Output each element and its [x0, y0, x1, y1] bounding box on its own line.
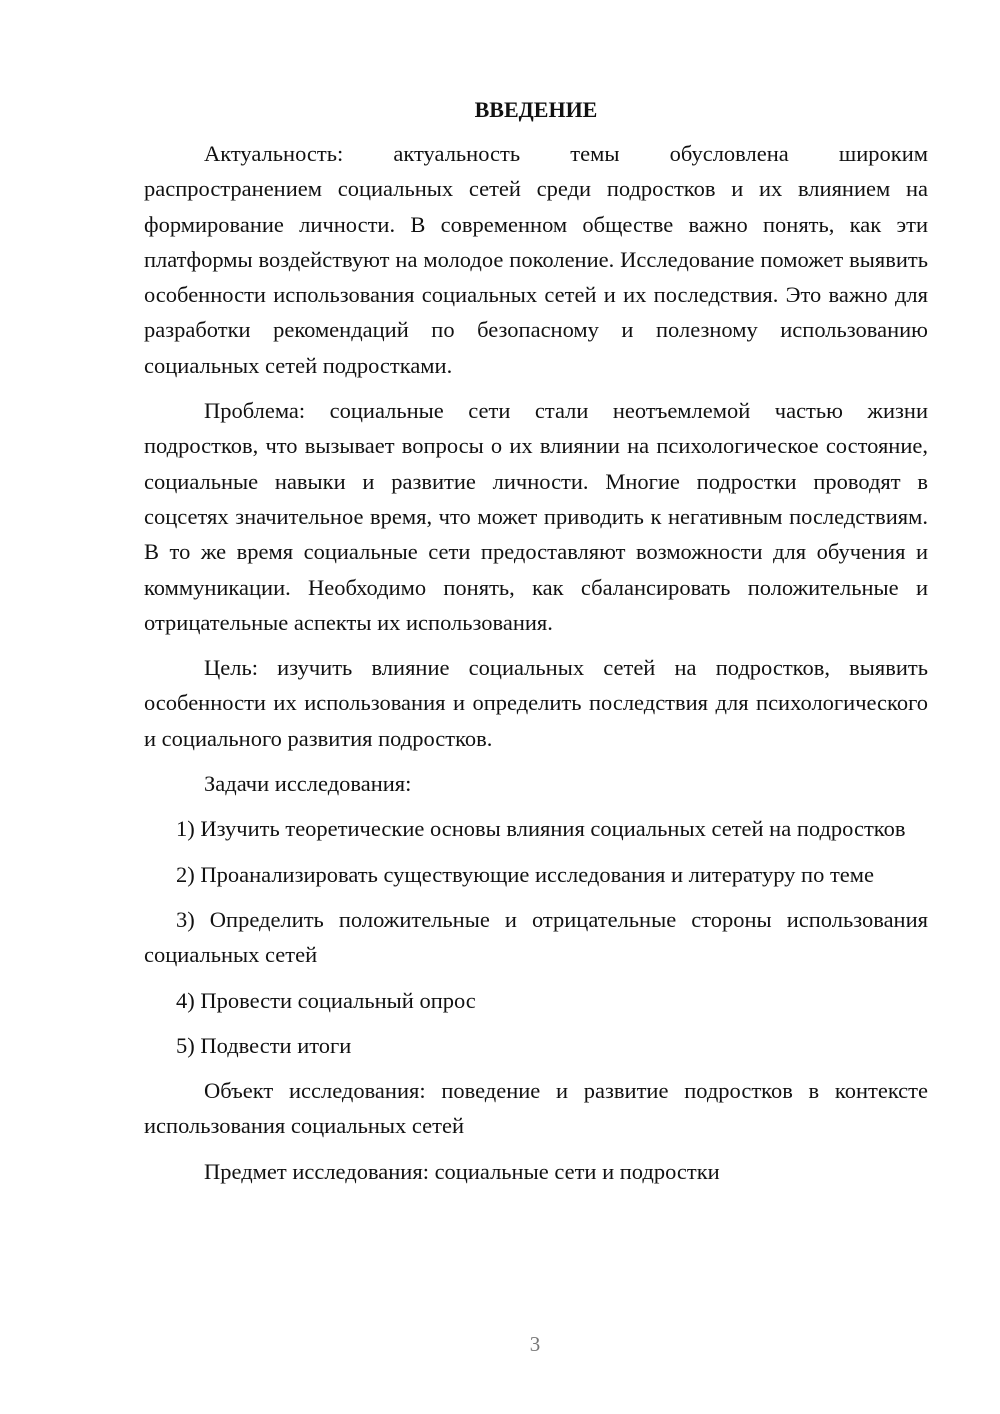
page-number: 3 — [529, 1332, 541, 1356]
paragraph-problem: Проблема: социальные сети стали неотъемлемой частью жизни подростков, что вызывает вопросы о их влиянии на психологическое состояние, социальные навыки и развитие личности. Многие подростки проводят в соцсетях значительное время, что может приводить к негативным последствиям. В то же время социальные сети предоставляют возможности для обучения и коммуникации. Необходимо понять, как сбалансировать положительные и отрицательные аспекты их использования. — [144, 398, 928, 635]
task-item-3: 3) Определить положительные и отрицательные стороны использования социальных сетей — [144, 906, 928, 968]
tasks-heading: Задачи исследования: — [204, 771, 412, 797]
task-item-2: 2) Проанализировать существующие исследования и литературу по теме — [176, 861, 874, 887]
paragraph-subject: Предмет исследования: социальные сети и подростки — [204, 1158, 720, 1184]
task-item-4: 4) Провести социальный опрос — [176, 987, 476, 1013]
paragraph-object: Объект исследования: поведение и развитие подростков в контексте использования социальных сетей — [144, 1078, 928, 1139]
task-item-1: 1) Изучить теоретические основы влияния социальных сетей на подростков — [176, 816, 906, 842]
paragraph-relevance: Актуальность: актуальность темы обусловлена широким распространением социальных сетей среди подростков и их влиянием на формирование личности. В современном обществе важно понять, как эти платформы воздействуют на молодое поколение. Исследование поможет выявить особенности использования социальных сетей и их последствия. Это важно для разработки рекомендаций по безопасному и полезному использованию социальных сетей подростками. — [144, 141, 928, 378]
section-title: ВВЕДЕНИЕ — [474, 97, 598, 122]
paragraph-goal: Цель: изучить влияние социальных сетей на подростков, выявить особенности их использования и определить последствия для психологического и социального развития подростков. — [144, 655, 928, 751]
page-content — [144, 92, 928, 1199]
task-item-5: 5) Подвести итоги — [176, 1032, 352, 1058]
